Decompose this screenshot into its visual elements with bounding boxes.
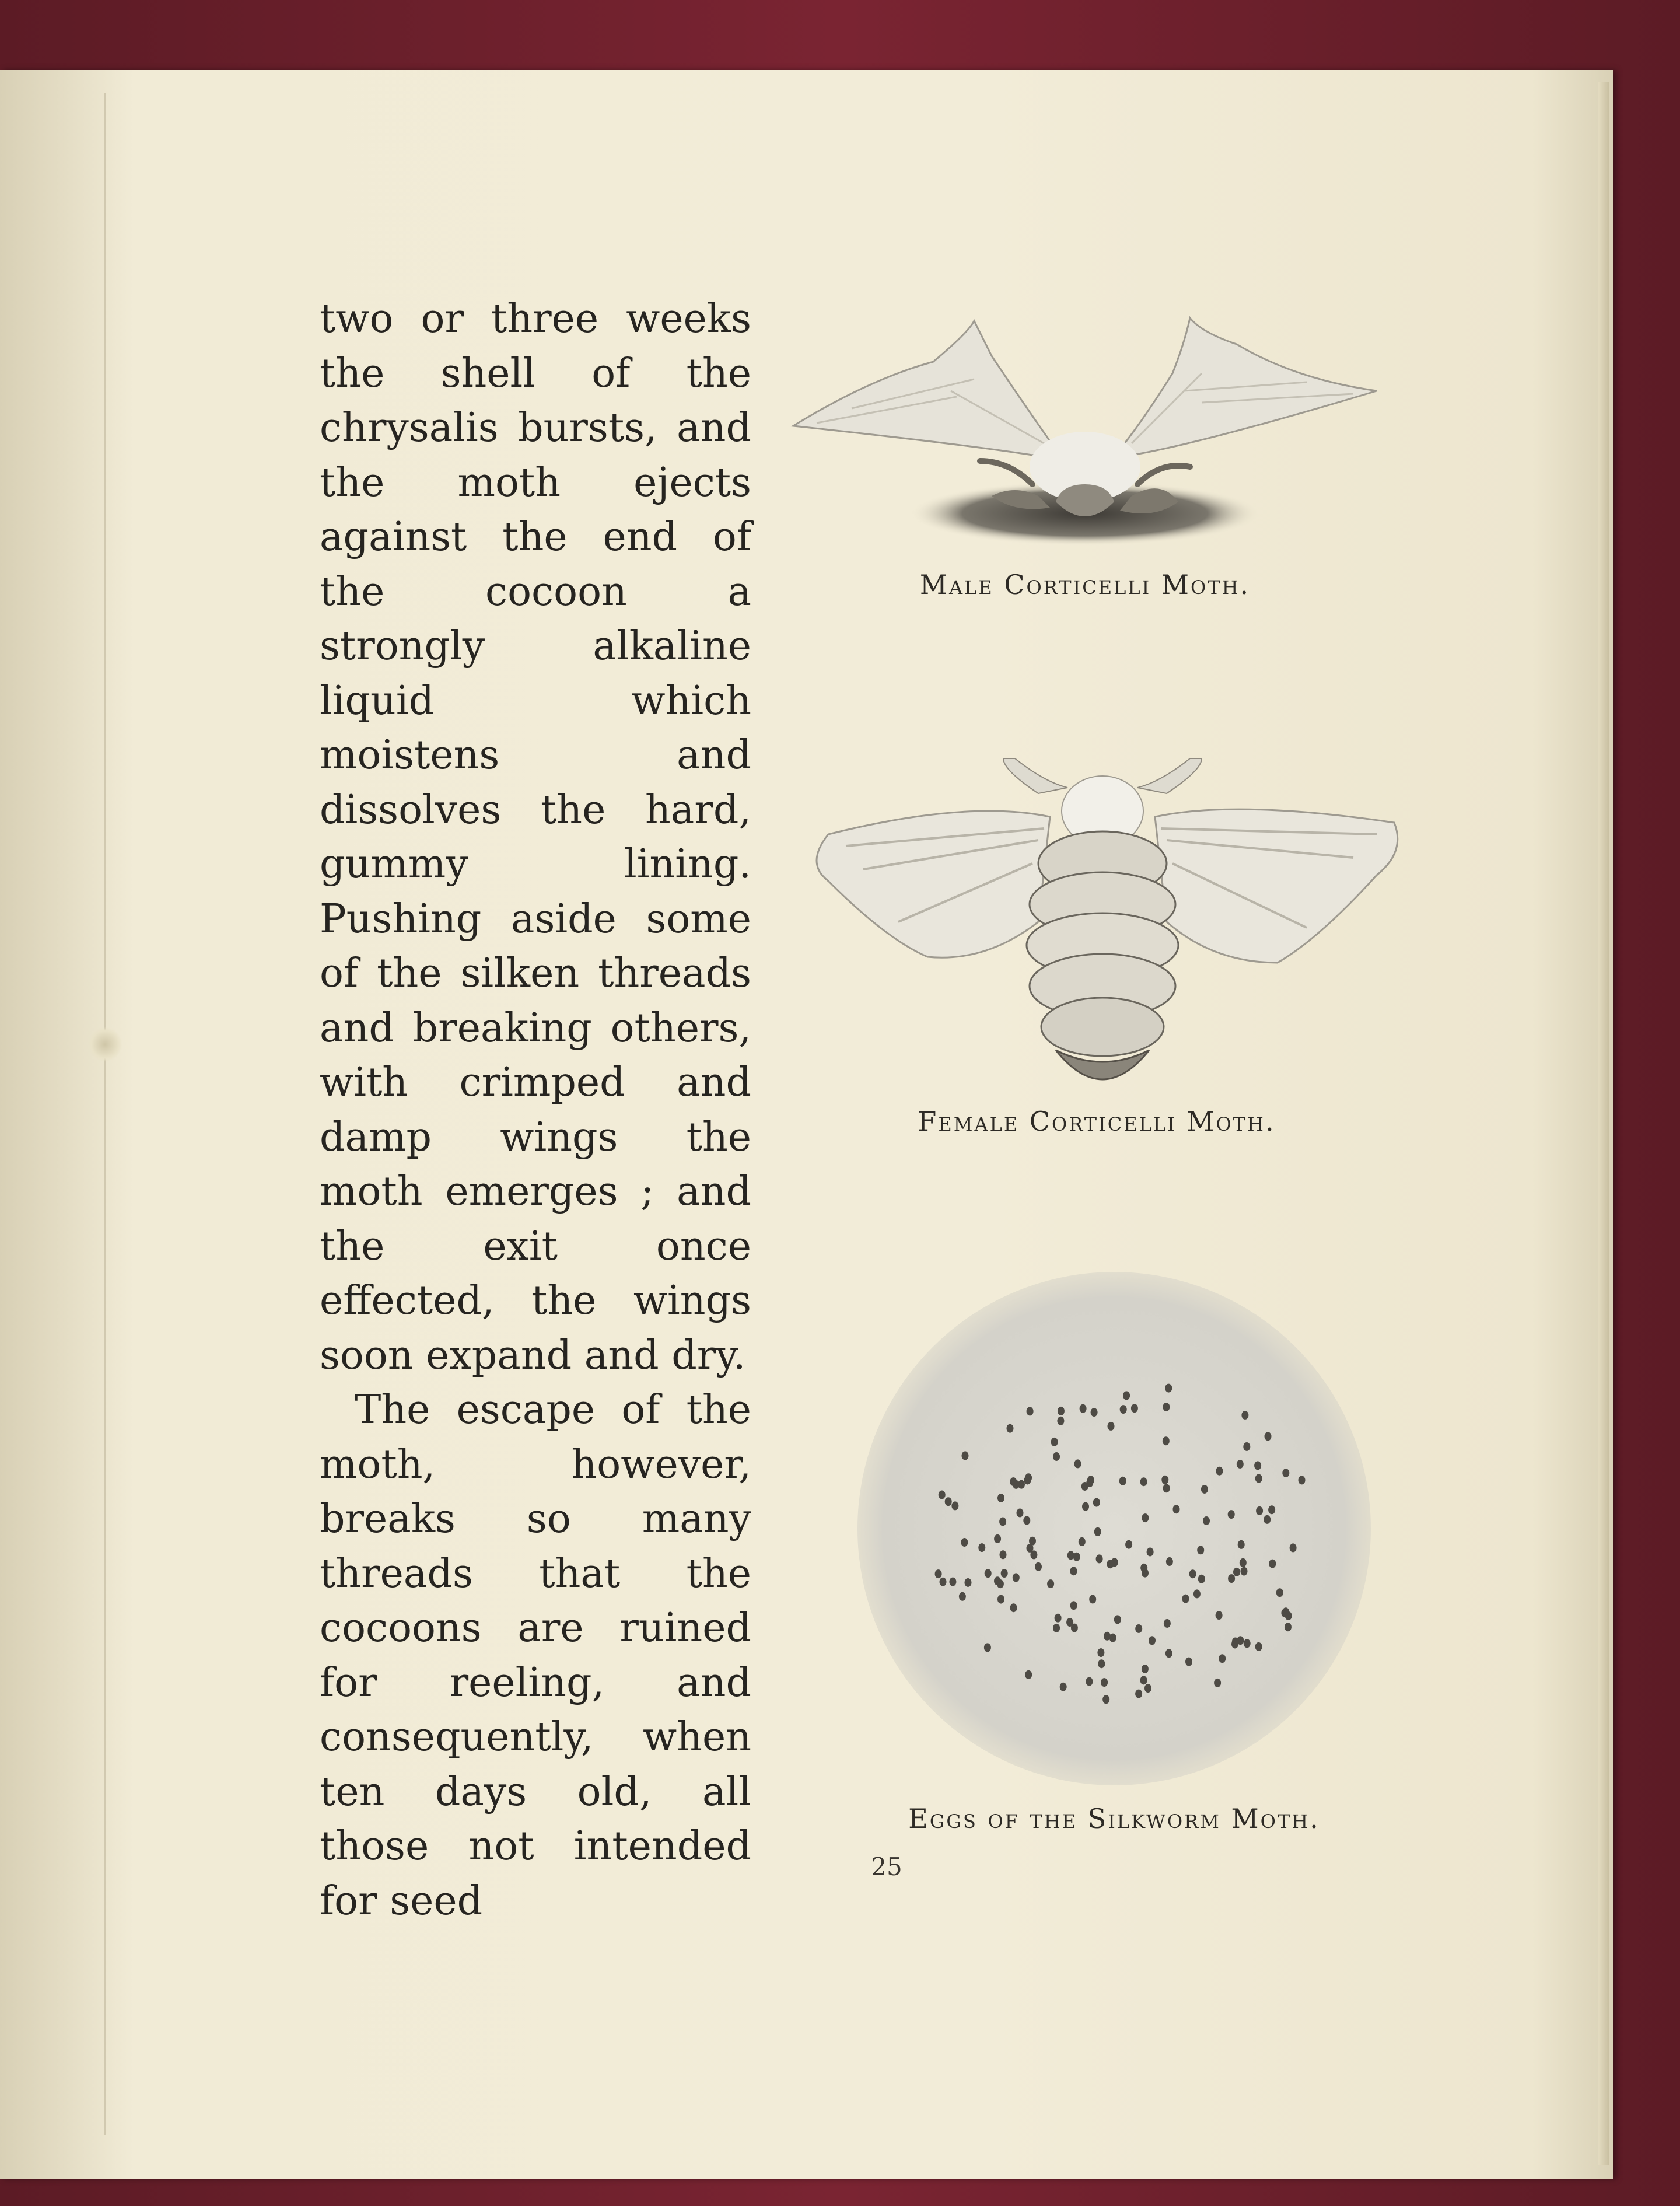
egg — [1114, 1615, 1121, 1624]
egg — [1241, 1567, 1248, 1576]
page-number: 25 — [871, 1852, 902, 1881]
egg — [1094, 1527, 1101, 1536]
female-moth-illustration — [793, 747, 1412, 1109]
egg — [999, 1518, 1006, 1526]
egg — [1142, 1665, 1149, 1673]
egg — [1201, 1485, 1208, 1494]
egg — [1104, 1632, 1111, 1641]
male-moth-caption: Male Corticelli Moth. — [919, 569, 1251, 600]
paragraph-2: The escape of the moth, however, breaks so many threads that the cocoons are ruined for reeling, and consequently, when ten days old, all those not intended for seed — [320, 1387, 751, 1924]
egg — [1149, 1636, 1156, 1645]
egg — [1214, 1679, 1221, 1687]
egg — [1269, 1560, 1276, 1568]
egg — [1265, 1432, 1272, 1441]
egg — [1237, 1460, 1244, 1469]
egg — [1276, 1588, 1283, 1597]
egg — [1101, 1678, 1108, 1687]
eggs-illustration — [852, 1266, 1377, 1791]
egg — [1233, 1568, 1240, 1576]
egg — [1219, 1654, 1226, 1663]
egg — [1074, 1459, 1082, 1468]
egg — [1161, 1476, 1168, 1484]
egg — [1142, 1513, 1149, 1522]
egg — [1010, 1477, 1017, 1486]
egg — [1097, 1648, 1104, 1657]
female-moth-caption: Female Corticelli Moth. — [918, 1106, 1276, 1137]
egg — [1216, 1611, 1223, 1620]
egg — [1197, 1546, 1204, 1554]
paragraph-1: two or three weeks the shell of the chrysalis bursts, and the moth ejects against the end of the cocoon a strongly alkaline liquid which moistens and dissolves the hard, gummy lining. Pushing aside some of the silken threads and breaking others, with crimped and damp wings the moth emerges ; and the exit once effected, the wings soon expand and dry. — [320, 296, 751, 1379]
egg — [965, 1578, 972, 1587]
egg — [1244, 1639, 1251, 1648]
egg — [985, 1569, 992, 1578]
egg — [1163, 1484, 1170, 1492]
egg — [984, 1643, 991, 1652]
egg — [1096, 1554, 1103, 1563]
egg — [1066, 1618, 1073, 1627]
egg — [1087, 1476, 1094, 1484]
egg — [1264, 1515, 1270, 1524]
egg — [1147, 1548, 1154, 1557]
egg — [1119, 1477, 1126, 1485]
egg — [1256, 1506, 1263, 1515]
egg — [1164, 1619, 1171, 1628]
egg — [1166, 1649, 1172, 1658]
egg — [1001, 1569, 1008, 1578]
egg — [1025, 1670, 1032, 1679]
eggs-caption: Eggs of the Silkworm Moth. — [908, 1803, 1320, 1834]
egg — [1047, 1579, 1054, 1588]
egg — [1140, 1676, 1147, 1684]
page-edge — [1598, 82, 1609, 2165]
egg — [1232, 1638, 1239, 1646]
egg — [1023, 1516, 1030, 1525]
egg — [1125, 1540, 1132, 1549]
egg — [1057, 1417, 1064, 1425]
egg — [1073, 1553, 1080, 1561]
egg — [1060, 1683, 1067, 1691]
egg — [978, 1543, 985, 1552]
egg — [1241, 1411, 1248, 1420]
egg — [1017, 1509, 1024, 1518]
egg — [951, 1501, 958, 1510]
egg — [998, 1494, 1005, 1502]
egg — [1185, 1658, 1192, 1666]
egg — [1282, 1469, 1289, 1477]
egg — [1243, 1442, 1250, 1451]
egg — [1298, 1476, 1306, 1484]
egg — [1284, 1623, 1292, 1631]
egg — [997, 1579, 1004, 1588]
page-gutter — [0, 70, 134, 2179]
egg — [1203, 1516, 1210, 1525]
egg — [1053, 1624, 1060, 1632]
egg — [1282, 1607, 1289, 1616]
egg — [961, 1538, 968, 1547]
egg — [1027, 1407, 1034, 1415]
egg — [1189, 1569, 1196, 1578]
egg — [1086, 1677, 1093, 1686]
egg — [1070, 1567, 1077, 1575]
egg — [1135, 1690, 1142, 1698]
page-fold — [104, 93, 106, 2135]
egg — [1163, 1403, 1170, 1411]
egg — [1051, 1438, 1058, 1446]
egg — [959, 1592, 966, 1601]
egg — [1182, 1595, 1189, 1603]
egg — [1144, 1684, 1152, 1693]
egg — [1166, 1557, 1173, 1566]
egg — [1198, 1575, 1205, 1583]
egg — [1068, 1551, 1074, 1560]
egg — [1194, 1589, 1200, 1598]
egg — [1080, 1404, 1087, 1413]
egg — [1000, 1550, 1007, 1559]
egg — [1240, 1558, 1247, 1567]
egg — [1135, 1624, 1142, 1633]
egg — [945, 1497, 952, 1506]
egg — [1010, 1603, 1017, 1612]
egg — [1140, 1564, 1147, 1572]
egg — [998, 1595, 1005, 1604]
egg — [1165, 1384, 1172, 1393]
egg — [1098, 1659, 1105, 1668]
egg — [962, 1451, 969, 1460]
egg — [1102, 1695, 1110, 1704]
egg — [1123, 1391, 1130, 1400]
egg — [1013, 1573, 1020, 1582]
egg — [1070, 1601, 1077, 1610]
egg — [1163, 1436, 1170, 1445]
egg — [935, 1569, 942, 1578]
egg — [1228, 1574, 1235, 1583]
egg — [1254, 1461, 1261, 1470]
egg — [1131, 1404, 1138, 1413]
male-moth-illustration — [782, 309, 1388, 554]
egg — [1238, 1540, 1245, 1549]
egg — [1268, 1505, 1275, 1514]
egg — [1107, 1560, 1114, 1568]
egg — [1093, 1498, 1100, 1507]
binding-hole — [88, 1027, 123, 1062]
egg — [1053, 1452, 1060, 1461]
egg — [1091, 1408, 1098, 1417]
body-text — [320, 292, 751, 1928]
egg — [1290, 1543, 1297, 1552]
egg — [1173, 1505, 1180, 1513]
egg — [1255, 1642, 1262, 1651]
egg — [1024, 1476, 1031, 1485]
egg — [1120, 1405, 1127, 1414]
egg — [1079, 1537, 1086, 1546]
egg — [940, 1578, 947, 1586]
egg — [1007, 1424, 1014, 1433]
egg — [1058, 1407, 1065, 1415]
egg — [1027, 1544, 1034, 1553]
egg — [1108, 1422, 1115, 1431]
egg — [1228, 1510, 1235, 1519]
egg — [1082, 1502, 1089, 1511]
egg — [1055, 1614, 1062, 1623]
egg — [994, 1534, 1001, 1543]
egg — [939, 1491, 946, 1499]
egg — [1089, 1595, 1096, 1604]
egg — [1035, 1562, 1042, 1571]
egg — [1140, 1477, 1147, 1486]
egg — [1216, 1467, 1223, 1476]
egg — [949, 1578, 956, 1586]
egg — [1255, 1474, 1262, 1483]
egg — [1082, 1482, 1088, 1491]
